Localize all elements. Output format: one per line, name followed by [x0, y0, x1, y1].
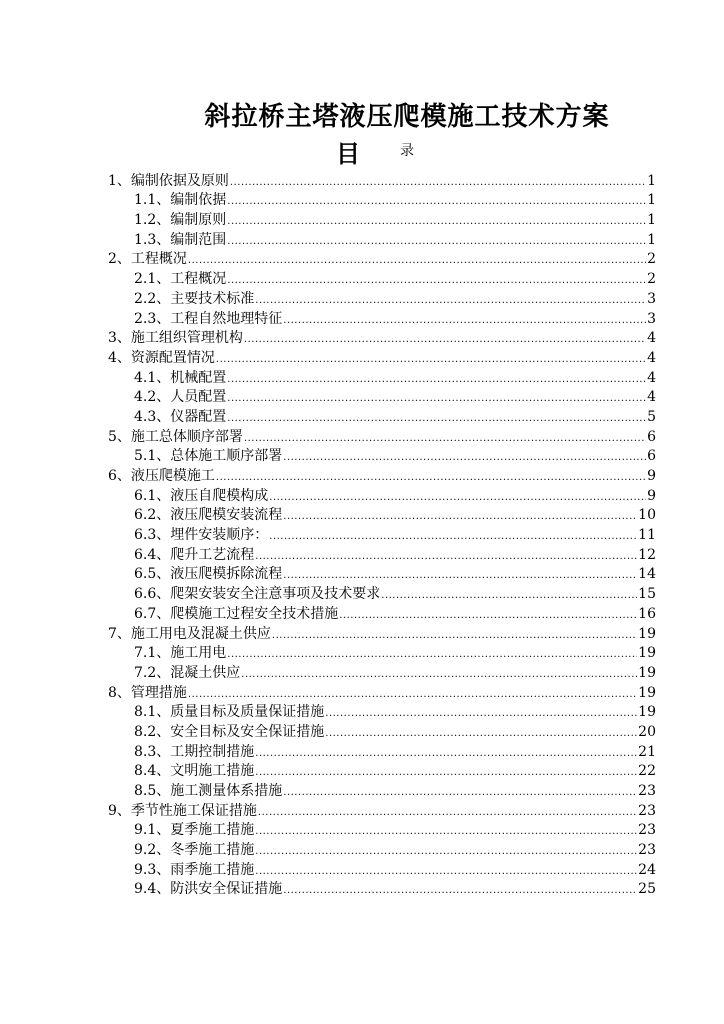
toc-entry-label: 9、季节性施工保证措施	[108, 802, 257, 819]
toc-entry[interactable]	[108, 169, 656, 189]
toc-entry-page: 21	[638, 743, 656, 760]
toc-entry-page: 25	[638, 881, 656, 898]
toc-entry[interactable]	[108, 307, 656, 327]
document-title: 斜拉桥主塔液压爬模施工技术方案	[204, 102, 610, 132]
toc-leader-dots	[230, 177, 646, 189]
toc-entry-label: 6.1、液压自爬模构成	[134, 487, 269, 504]
toc-entry-label: 6.2、液压爬模安装流程	[134, 507, 283, 524]
toc-leader-dots	[255, 767, 637, 779]
toc-entry-label: 9.4、防洪安全保证措施	[134, 881, 283, 898]
toc-entry-label: 8.3、工期控制措施	[134, 743, 255, 760]
toc-entry[interactable]	[108, 622, 656, 642]
toc-leader-dots	[283, 885, 637, 897]
toc-entry[interactable]	[108, 267, 656, 287]
toc-entry-page: 1	[647, 231, 656, 248]
toc-entry[interactable]	[108, 563, 656, 583]
toc-entry-label: 7.2、混凝土供应	[134, 664, 241, 681]
toc-entry-label: 8.1、质量目标及质量保证措施	[134, 704, 325, 721]
toc-entry-page: 19	[638, 704, 656, 721]
toc-entry-label: 8、管理措施	[108, 684, 187, 701]
toc-entry-label: 4.1、机械配置	[134, 369, 227, 386]
toc-entry-label: 1.1、编制依据	[134, 192, 227, 209]
toc-entry[interactable]	[108, 543, 656, 563]
toc-entry-page: 6	[647, 448, 656, 465]
toc-entry[interactable]	[108, 405, 656, 425]
toc-heading-small: 录	[400, 143, 414, 159]
toc-entry-label: 9.1、夏季施工措施	[134, 822, 255, 839]
toc-entry-page: 9	[647, 468, 656, 484]
toc-leader-dots	[244, 433, 646, 445]
toc-entry-label: 5、施工总体顺序部署	[108, 428, 243, 445]
toc-leader-dots	[216, 472, 646, 484]
toc-leader-dots	[188, 255, 646, 267]
toc-entry[interactable]	[108, 189, 656, 209]
toc-entry[interactable]	[108, 838, 656, 858]
toc-entry-label: 3、施工组织管理机构	[108, 330, 243, 347]
toc-leader-dots	[188, 689, 637, 701]
toc-leader-dots	[227, 374, 646, 386]
toc-entry-label: 9.2、冬季施工措施	[134, 842, 255, 859]
toc-leader-dots	[272, 630, 637, 642]
toc-entry[interactable]	[108, 464, 656, 484]
toc-entry-page: 4	[647, 369, 656, 386]
toc-entry[interactable]	[108, 602, 656, 622]
toc-entry[interactable]	[108, 484, 656, 504]
toc-entry[interactable]	[108, 287, 656, 307]
toc-entry-label: 6.5、液压爬模拆除流程	[134, 566, 283, 583]
toc-entry-page: 20	[638, 723, 656, 740]
toc-leader-dots	[255, 748, 637, 760]
toc-entry-label: 6.4、爬升工艺流程	[134, 546, 255, 563]
toc-entry[interactable]	[108, 523, 656, 543]
toc-leader-dots	[227, 393, 646, 405]
toc-leader-dots	[381, 590, 637, 602]
toc-entry-page: 2	[647, 271, 656, 288]
toc-leader-dots	[241, 669, 637, 681]
toc-entry[interactable]	[108, 661, 656, 681]
toc-leader-dots	[283, 570, 637, 582]
toc-entry-label: 7.1、施工用电	[134, 645, 227, 662]
toc-entry-page: 15	[638, 586, 656, 603]
toc-entry-label: 8.2、安全目标及安全保证措施	[134, 723, 325, 740]
toc-entry-page: 19	[638, 664, 656, 681]
toc-entry-label: 9.3、雨季施工措施	[134, 861, 255, 878]
toc-entry-label: 4.3、仪器配置	[134, 408, 227, 425]
toc-entry[interactable]	[108, 346, 656, 366]
toc-leader-dots	[227, 236, 646, 248]
toc-entry-label: 2.3、工程自然地理特征	[134, 310, 283, 327]
toc-entry-page: 19	[638, 645, 656, 662]
toc-heading	[0, 134, 724, 168]
toc-entry[interactable]	[108, 425, 656, 445]
toc-entry[interactable]	[108, 858, 656, 878]
toc-entry-page: 24	[638, 861, 656, 878]
toc-entry-label: 8.5、施工测量体系措施	[134, 783, 283, 799]
toc-entry[interactable]	[108, 445, 656, 465]
toc-entry[interactable]	[108, 819, 656, 839]
toc-entry-label: 4、资源配置情况	[108, 349, 215, 366]
toc-entry-page: 4	[647, 330, 656, 347]
toc-leader-dots	[269, 531, 637, 543]
toc-entry-page: 23	[638, 822, 656, 839]
toc-entry-page: 19	[638, 625, 656, 642]
toc-entry[interactable]	[108, 504, 656, 524]
toc-leader-dots	[283, 787, 637, 799]
toc-leader-dots	[255, 846, 637, 858]
toc-leader-dots	[339, 610, 637, 622]
toc-entry-page: 23	[638, 802, 656, 819]
toc-leader-dots	[255, 295, 646, 307]
toc-entry-page: 23	[638, 783, 656, 799]
toc-entry-label: 6.6、爬架安装安全注意事项及技术要求	[134, 586, 381, 603]
toc-entry[interactable]	[108, 366, 656, 386]
toc-entry[interactable]	[108, 642, 656, 662]
toc-entry-page: 10	[638, 507, 656, 524]
toc-entry-page: 12	[638, 546, 656, 563]
toc-entry-page: 9	[647, 487, 656, 504]
toc-entry-page: 22	[638, 763, 656, 780]
toc-entry[interactable]	[108, 386, 656, 406]
toc-entry-page: 3	[647, 290, 656, 307]
toc-leader-dots	[227, 649, 637, 661]
toc-entry-page: 1	[647, 212, 656, 229]
toc-entry-page: 19	[638, 684, 656, 701]
toc-entry-page: 6	[647, 428, 656, 445]
toc-leader-dots	[269, 492, 646, 504]
toc-entry-page: 11	[638, 527, 656, 544]
toc-entry-label: 4.2、人员配置	[134, 389, 227, 406]
toc-entry[interactable]	[108, 327, 656, 347]
toc-entry-label: 6、液压爬模施工	[108, 468, 215, 484]
toc-entry-page: 23	[638, 842, 656, 859]
toc-entry-page: 1	[647, 192, 656, 209]
toc-entry[interactable]	[108, 681, 656, 701]
toc-leader-dots	[283, 452, 646, 464]
toc-entry[interactable]	[108, 582, 656, 602]
toc-entry[interactable]	[108, 228, 656, 248]
toc-leader-dots	[255, 551, 637, 563]
toc-leader-dots	[227, 216, 646, 228]
toc-leader-dots	[216, 354, 646, 366]
toc-entry[interactable]	[108, 208, 656, 228]
toc-entry-label: 8.4、文明施工措施	[134, 763, 255, 780]
table-of-contents	[108, 169, 656, 897]
toc-leader-dots	[325, 728, 637, 740]
toc-entry-page: 5	[647, 408, 656, 425]
toc-entry-page: 4	[647, 349, 656, 366]
toc-entry-label: 5.1、总体施工顺序部署	[134, 448, 283, 465]
toc-entry-label: 2.2、主要技术标准	[134, 290, 255, 307]
toc-entry-label: 6.3、埋件安装顺序：	[134, 527, 269, 544]
toc-leader-dots	[255, 826, 637, 838]
toc-entry-label: 2、工程概况	[108, 251, 187, 268]
toc-entry[interactable]	[108, 740, 656, 760]
toc-leader-dots	[227, 413, 646, 425]
toc-entry[interactable]	[108, 701, 656, 721]
toc-entry[interactable]	[108, 720, 656, 740]
toc-entry[interactable]	[108, 760, 656, 780]
toc-leader-dots	[258, 807, 637, 819]
toc-leader-dots	[255, 866, 637, 878]
toc-entry-page: 1	[647, 172, 656, 189]
toc-entry[interactable]	[108, 779, 656, 799]
toc-entry-label: 1.2、编制原则	[134, 212, 227, 229]
toc-entry[interactable]	[108, 799, 656, 819]
toc-heading-big: 目	[336, 140, 360, 168]
toc-entry-page: 16	[638, 605, 656, 622]
toc-leader-dots	[227, 196, 646, 208]
toc-leader-dots	[283, 511, 637, 523]
toc-entry-page: 4	[647, 389, 656, 406]
toc-entry-label: 7、施工用电及混凝土供应	[108, 625, 271, 642]
toc-leader-dots	[227, 275, 646, 287]
toc-entry-label: 1.3、编制范围	[134, 231, 227, 248]
toc-entry-page: 3	[647, 310, 656, 327]
toc-entry[interactable]	[108, 878, 656, 898]
toc-entry-label: 2.1、工程概况	[134, 271, 227, 288]
toc-entry[interactable]	[108, 248, 656, 268]
toc-entry-page: 2	[647, 251, 656, 268]
toc-entry-label: 1、编制依据及原则	[108, 172, 229, 189]
toc-leader-dots	[244, 334, 646, 346]
toc-leader-dots	[325, 708, 637, 720]
toc-leader-dots	[283, 315, 646, 327]
toc-entry-page: 14	[638, 566, 656, 583]
toc-entry-label: 6.7、爬模施工过程安全技术措施	[134, 605, 339, 622]
